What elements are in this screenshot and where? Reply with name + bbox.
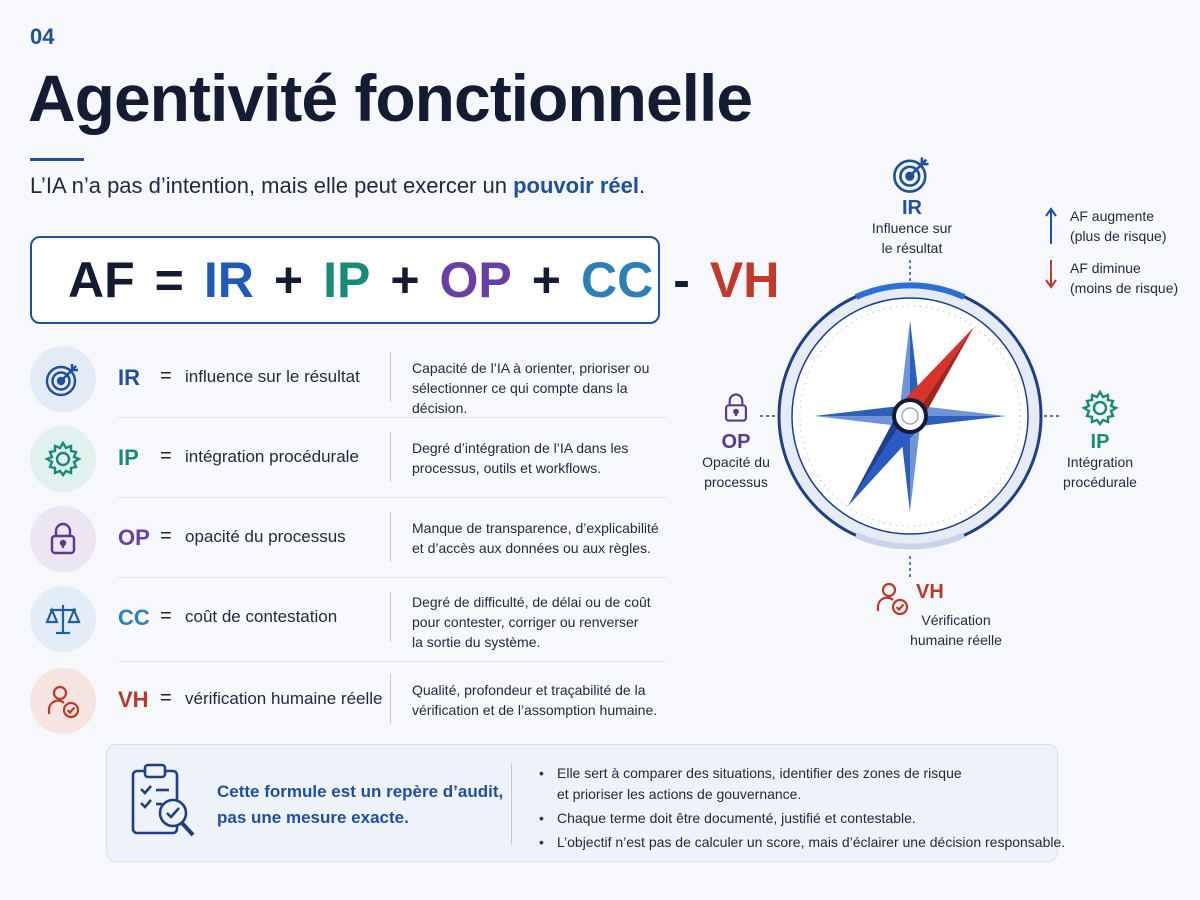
formula-equals: = (154, 252, 184, 308)
compass-label-ir (852, 198, 972, 258)
compass-abbr: VH (916, 581, 944, 603)
row-divider (390, 432, 391, 482)
subtitle-highlight: pouvoir réel (513, 173, 639, 198)
lock-icon (30, 506, 96, 572)
gear-icon (30, 426, 96, 492)
compass-label-ip (1040, 432, 1160, 492)
term-label: intégration procédurale (185, 447, 359, 466)
list-item-text: • L’objectif n’est pas de calculer un score, mais d’éclairer une décision responsable. (557, 834, 1066, 850)
desc-line: la sortie du système. (412, 634, 541, 650)
desc-line: pour contester, corriger ou renverser (412, 614, 639, 630)
formula-ir: IR (203, 252, 254, 308)
term-row-cc (30, 578, 670, 662)
user-check-icon (30, 668, 96, 734)
term-label: opacité du processus (185, 527, 346, 546)
note-divider (511, 763, 512, 845)
formula-plus: + (531, 252, 561, 308)
gear-icon (1080, 388, 1120, 433)
desc-line: processus, outils et workflows. (412, 460, 602, 476)
term-equals: = (160, 365, 172, 387)
row-divider (390, 352, 391, 402)
formula-plus: + (273, 252, 304, 308)
term-equals: = (160, 445, 172, 467)
term-description (412, 438, 682, 478)
compass-abbr: OP (721, 431, 751, 453)
desc-line: Capacité de l’IA à orienter, prioriser ou (412, 360, 650, 376)
audit-note-list (539, 763, 1065, 856)
subtitle-text: L’IA n’a pas d’intention, mais elle peut exercer un (30, 173, 514, 198)
row-divider (390, 674, 391, 724)
compass-label-line: le résultat (881, 240, 943, 256)
list-item-text: • Elle sert à comparer des situations, identifier des zones de risque (557, 765, 962, 781)
formula-box (30, 236, 780, 324)
legend-text: (moins de risque) (1070, 280, 1179, 296)
formula-minus: - (673, 252, 690, 308)
formula-plus: + (390, 252, 420, 308)
term-description (412, 592, 682, 652)
compass-label-line: Vérification (921, 612, 991, 628)
subtitle-end: . (639, 173, 646, 198)
term-description (412, 680, 682, 720)
arrow-down-icon (1044, 258, 1058, 290)
arrow-up-icon (1044, 206, 1058, 246)
compass-label-line: procédurale (1063, 474, 1137, 490)
desc-line: Qualité, profondeur et traçabilité de la (412, 682, 646, 698)
desc-line: et d’accès aux données ou aux règles. (412, 540, 651, 556)
term-row-ip (30, 418, 670, 498)
compass-label-vh (896, 610, 1016, 650)
compass-label-op (676, 432, 796, 492)
term-row-ir (30, 338, 670, 418)
title-underline (30, 158, 84, 161)
audit-note-lead (217, 779, 503, 831)
list-item (539, 808, 1065, 829)
term-row-op (30, 498, 670, 578)
term-abbr: CC (118, 605, 150, 630)
term-equals: = (160, 525, 172, 547)
list-item (539, 763, 1065, 805)
formula-op: OP (439, 252, 512, 308)
legend-text: (plus de risque) (1070, 228, 1167, 244)
desc-line: vérification et de l’assomption humaine. (412, 702, 658, 718)
compass-abbr-vh-wrap (916, 582, 944, 602)
term-label: vérification humaine réelle (185, 689, 383, 708)
compass-label-line: Influence sur (871, 220, 953, 236)
compass-hub-center (902, 408, 918, 424)
term-equals: = (160, 605, 172, 627)
term-description (412, 518, 682, 558)
desc-line: Degré de difficulté, de délai ou de coût (412, 594, 651, 610)
compass-diagram (740, 260, 1080, 580)
term-abbr: VH (118, 687, 149, 712)
target-icon (30, 346, 96, 412)
audit-note-box (106, 744, 1066, 862)
lock-icon (718, 388, 754, 433)
row-divider (390, 592, 391, 642)
compass-abbr: IR (902, 197, 922, 219)
legend-text: AF diminue (1070, 260, 1141, 276)
formula-cc: CC (580, 252, 654, 308)
term-row-vh (30, 660, 670, 740)
formula-ip: IP (323, 252, 371, 308)
formula-vh: VH (709, 252, 780, 308)
term-label: influence sur le résultat (185, 367, 360, 386)
desc-line: sélectionner ce qui compte dans la décision. (412, 380, 628, 416)
desc-line: Manque de transparence, d’explicabilité (412, 520, 659, 536)
compass-label-line: Intégration (1066, 454, 1134, 470)
page-title: Agentivité fonctionnelle (28, 61, 753, 135)
target-icon (890, 152, 934, 201)
compass-label-line: Opacité du (702, 454, 770, 470)
term-abbr: OP (118, 525, 150, 550)
term-abbr: IP (118, 445, 139, 470)
lead-line: Cette formule est un repère d’audit, (217, 782, 504, 801)
compass-abbr: IP (1090, 431, 1110, 453)
desc-line: Degré d’intégration de l’IA dans les (412, 440, 629, 456)
lead-line: pas une mesure exacte. (217, 808, 409, 827)
scales-icon (30, 586, 96, 652)
term-equals: = (160, 687, 172, 709)
section-number: 04 (30, 24, 55, 49)
term-label: coût de contestation (185, 607, 338, 626)
audit-clipboard-icon (129, 761, 197, 846)
term-abbr: IR (118, 365, 140, 390)
compass-label-line: humaine réelle (910, 632, 1002, 648)
compass-label-line: processus (704, 474, 768, 490)
term-description (412, 358, 682, 418)
list-item (539, 832, 1065, 853)
list-item-text: et prioriser les actions de gouvernance. (557, 786, 802, 802)
formula-af: AF (68, 252, 135, 308)
legend-text: AF augmente (1070, 208, 1155, 224)
row-divider (390, 512, 391, 562)
list-item-text: • Chaque terme doit être documenté, justifié et contestable. (557, 810, 916, 826)
subtitle (30, 173, 645, 199)
